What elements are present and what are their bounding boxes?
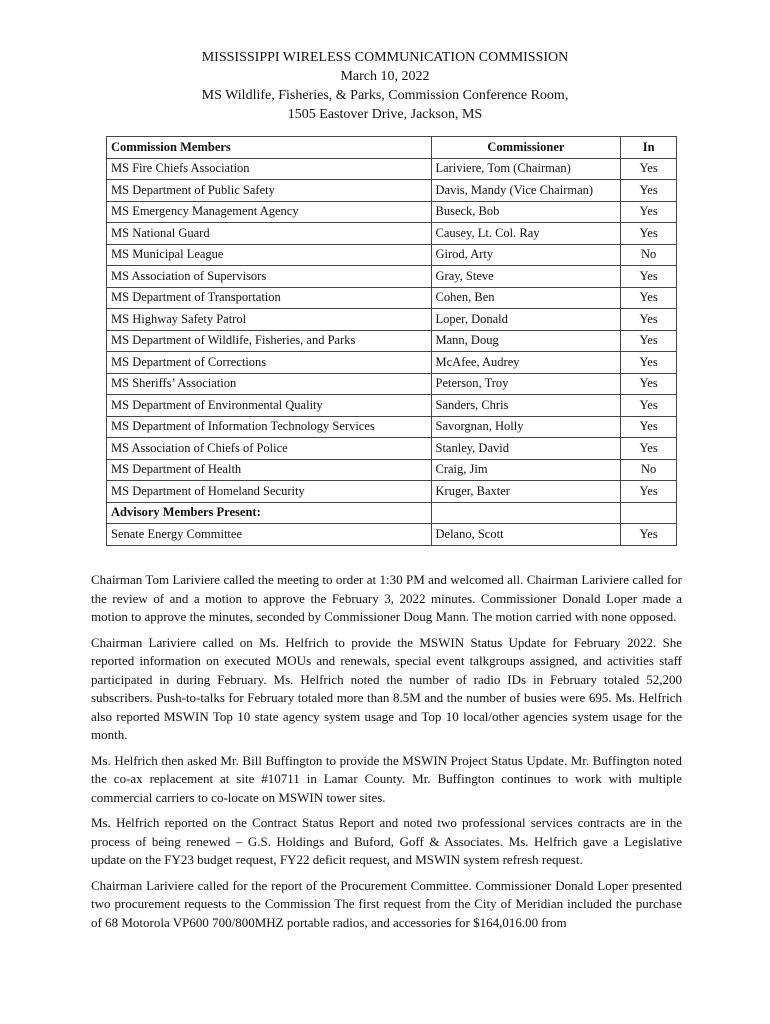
member-agency-cell: Senate Energy Committee bbox=[107, 524, 432, 546]
commissioner-cell: Savorgnan, Holly bbox=[431, 416, 621, 438]
attendance-cell: Yes bbox=[621, 330, 677, 352]
table-row bbox=[107, 395, 677, 417]
commissioner-cell: McAfee, Audrey bbox=[431, 352, 621, 374]
header-title: MISSISSIPPI WIRELESS COMMUNICATION COMMISSION bbox=[201, 50, 569, 65]
commissioner-cell: Cohen, Ben bbox=[431, 287, 621, 309]
member-agency-cell: MS Association of Supervisors bbox=[107, 266, 432, 288]
attendance-cell: Yes bbox=[621, 309, 677, 331]
paragraph-status-update: Chairman Lariviere called on Ms. Helfrich to provide the MSWIN Status Update for February 2022. She reported information on executed MOUs and renewals, special event talkgroups assigned, and activities staff participated in during February. Ms. Helfrich noted the number of radio IDs in February totaled 52,200 subscribers. Push-to-talks for February totaled more than 8.5M and the number of busies were 695. Ms. Helfrich also reported MSWIN Top 10 state agency system usage and Top 10 local/other agencies system usage for the month. bbox=[91, 634, 682, 742]
attendance-cell: No bbox=[621, 244, 677, 266]
attendance-cell: No bbox=[621, 459, 677, 481]
attendance-cell: Yes bbox=[621, 524, 677, 546]
attendance-cell: Yes bbox=[621, 352, 677, 374]
member-agency-cell: MS Fire Chiefs Association bbox=[107, 158, 432, 180]
table-row bbox=[107, 352, 677, 374]
commissioner-cell: Peterson, Troy bbox=[431, 373, 621, 395]
member-agency-cell: MS Department of Information Technology Services bbox=[107, 416, 432, 438]
commissioner-cell: Gray, Steve bbox=[431, 266, 621, 288]
commissioner-cell: Stanley, David bbox=[431, 438, 621, 460]
advisory-heading: Advisory Members Present: bbox=[107, 502, 432, 524]
member-agency-cell: MS Department of Homeland Security bbox=[107, 481, 432, 503]
attendance-cell: Yes bbox=[621, 438, 677, 460]
table-row bbox=[107, 201, 677, 223]
minutes-body bbox=[91, 571, 682, 939]
attendance-table bbox=[106, 136, 677, 546]
document-header bbox=[0, 48, 770, 124]
attendance-cell: Yes bbox=[621, 180, 677, 202]
member-agency-cell: MS Department of Public Safety bbox=[107, 180, 432, 202]
table-row bbox=[107, 158, 677, 180]
header-location: MS Wildlife, Fisheries, & Parks, Commission Conference Room, bbox=[201, 88, 569, 103]
member-agency-cell: MS Highway Safety Patrol bbox=[107, 309, 432, 331]
commissioner-cell: Lariviere, Tom (Chairman) bbox=[431, 158, 621, 180]
header-address: 1505 Eastover Drive, Jackson, MS bbox=[287, 107, 483, 122]
column-header-commissioner: Commissioner bbox=[431, 137, 621, 159]
table-row bbox=[107, 266, 677, 288]
paragraph-contract-status: Ms. Helfrich reported on the Contract Status Report and noted two professional services contracts are in the process of being renewed – G.S. Holdings and Buford, Goff & Associates. Ms. Helfrich gave a Legislative update on the FY23 budget request, FY22 deficit request, and MSWIN system refresh request. bbox=[91, 815, 682, 867]
advisory-row bbox=[107, 524, 677, 546]
table-row bbox=[107, 416, 677, 438]
table-row bbox=[107, 287, 677, 309]
table-row bbox=[107, 309, 677, 331]
table-row bbox=[107, 373, 677, 395]
table-row bbox=[107, 438, 677, 460]
attendance-cell: Yes bbox=[621, 201, 677, 223]
column-header-members: Commission Members bbox=[107, 137, 432, 159]
member-agency-cell: MS Association of Chiefs of Police bbox=[107, 438, 432, 460]
commissioner-cell: Davis, Mandy (Vice Chairman) bbox=[431, 180, 621, 202]
table-row bbox=[107, 459, 677, 481]
attendance-cell: Yes bbox=[621, 158, 677, 180]
commissioner-cell: Delano, Scott bbox=[431, 524, 621, 546]
member-agency-cell: MS Department of Corrections bbox=[107, 352, 432, 374]
paragraph-procurement: Chairman Lariviere called for the report of the Procurement Committee. Commissioner Donald Loper presented two procurement requests to the Commission The first request from the City of Meridian included the purchase of 68 Motorola VP600 700/800MHZ portable radios, and accessories for $164,016.00 from bbox=[91, 877, 682, 930]
attendance-cell: Yes bbox=[621, 287, 677, 309]
paragraph-project-status: Ms. Helfrich then asked Mr. Bill Buffington to provide the MSWIN Project Status Update. Mr. Buffington noted the co-ax replacement at site #10711 in Lamar County. Mr. Buffington continues to work with multiple commercial carriers to co-locate on MSWIN tower sites. bbox=[91, 752, 682, 805]
member-agency-cell: MS Municipal League bbox=[107, 244, 432, 266]
table-body bbox=[107, 158, 677, 545]
commissioner-cell: Mann, Doug bbox=[431, 330, 621, 352]
attendance-cell: Yes bbox=[621, 481, 677, 503]
empty-cell bbox=[431, 502, 621, 524]
member-agency-cell: MS Department of Health bbox=[107, 459, 432, 481]
member-agency-cell: MS Department of Transportation bbox=[107, 287, 432, 309]
attendance-cell: Yes bbox=[621, 416, 677, 438]
member-agency-cell: MS Sheriffs’ Association bbox=[107, 373, 432, 395]
member-agency-cell: MS Department of Environmental Quality bbox=[107, 395, 432, 417]
table-row bbox=[107, 330, 677, 352]
table-header-row bbox=[107, 137, 677, 159]
member-agency-cell: MS Department of Wildlife, Fisheries, and Parks bbox=[107, 330, 432, 352]
commissioner-cell: Sanders, Chris bbox=[431, 395, 621, 417]
commissioner-cell: Craig, Jim bbox=[431, 459, 621, 481]
paragraph-call-to-order: Chairman Tom Lariviere called the meeting to order at 1:30 PM and welcomed all. Chairman Lariviere called for the review of and a motion to approve the February 3, 2022 minutes. Commissioner Donald Loper made a motion to approve the minutes, seconded by Commissioner Doug Mann. The motion carried with none opposed. bbox=[91, 572, 682, 624]
table-row bbox=[107, 223, 677, 245]
table-row bbox=[107, 481, 677, 503]
commissioner-cell: Buseck, Bob bbox=[431, 201, 621, 223]
empty-cell bbox=[621, 502, 677, 524]
attendance-cell: Yes bbox=[621, 395, 677, 417]
table-row bbox=[107, 244, 677, 266]
member-agency-cell: MS National Guard bbox=[107, 223, 432, 245]
attendance-cell: Yes bbox=[621, 373, 677, 395]
header-date: March 10, 2022 bbox=[340, 69, 430, 84]
attendance-cell: Yes bbox=[621, 223, 677, 245]
commissioner-cell: Kruger, Baxter bbox=[431, 481, 621, 503]
commissioner-cell: Causey, Lt. Col. Ray bbox=[431, 223, 621, 245]
advisory-heading-row bbox=[107, 502, 677, 524]
column-header-in: In bbox=[621, 137, 677, 159]
commissioner-cell: Loper, Donald bbox=[431, 309, 621, 331]
table-row bbox=[107, 180, 677, 202]
commissioner-cell: Girod, Arty bbox=[431, 244, 621, 266]
member-agency-cell: MS Emergency Management Agency bbox=[107, 201, 432, 223]
attendance-cell: Yes bbox=[621, 266, 677, 288]
